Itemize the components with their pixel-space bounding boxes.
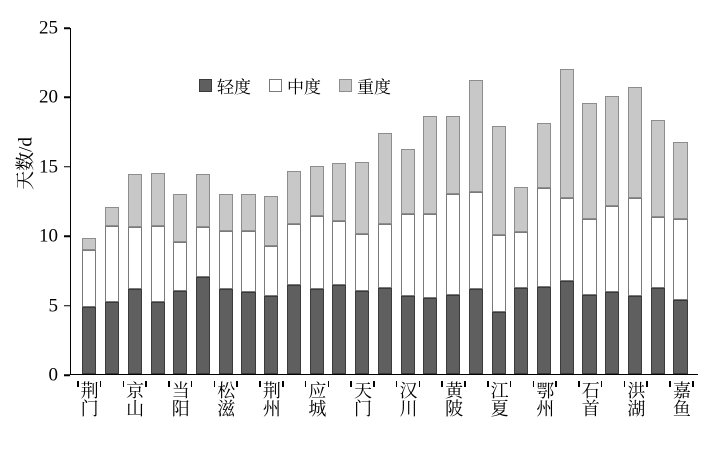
stacked-bar: [560, 69, 574, 374]
plot-area: [70, 28, 698, 375]
bar-segment-heavy: [332, 163, 346, 221]
x-axis-label: 荆门: [78, 381, 99, 417]
bar-segment-mid: [469, 192, 483, 289]
y-axis-ticks: [0, 17, 70, 386]
stacked-bar: [173, 194, 187, 374]
legend: [199, 73, 391, 98]
bar-segment-light: [446, 295, 460, 374]
bar-segment-light: [287, 285, 301, 374]
bar-segment-heavy: [582, 103, 596, 218]
x-axis-label: 黄陂: [443, 381, 464, 417]
x-tick-mark: [555, 381, 557, 387]
bar-segment-light: [264, 296, 278, 374]
stacked-bar: [446, 116, 460, 374]
x-tick-mark: [282, 381, 284, 387]
bar-group: [624, 28, 647, 374]
bar-segment-mid: [332, 221, 346, 285]
x-tick-mark: [487, 381, 489, 387]
bar-segment-mid: [310, 216, 324, 290]
stacked-bar: [401, 149, 415, 374]
x-label-cell: [533, 381, 556, 451]
legend-swatch-mid-icon: [269, 79, 282, 92]
stacked-bar: [378, 133, 392, 374]
stacked-bar: [423, 116, 437, 374]
stacked-bar: [219, 194, 233, 374]
stacked-bar: [537, 123, 551, 374]
x-label-cell: [396, 381, 419, 451]
bar-segment-light: [514, 288, 528, 374]
x-tick-mark: [168, 381, 170, 387]
bar-segment-mid: [560, 198, 574, 281]
x-axis-label: 江夏: [488, 381, 509, 417]
x-label-cell: [601, 381, 624, 451]
bar-group: [533, 28, 556, 374]
x-label-cell: [464, 381, 487, 451]
bar-segment-mid: [355, 234, 369, 291]
legend-item-heavy: [339, 73, 391, 98]
bar-segment-mid: [264, 246, 278, 296]
bar-segment-light: [537, 287, 551, 374]
legend-item-mid: [269, 73, 321, 98]
bar-segment-light: [355, 291, 369, 374]
stacked-bar: [582, 103, 596, 374]
x-tick-mark: [601, 381, 603, 387]
x-tick-mark: [305, 381, 307, 387]
stacked-bar: [128, 174, 142, 374]
y-tick-label: 20: [39, 86, 58, 108]
x-tick-mark: [328, 381, 330, 387]
x-label-cell: [305, 381, 328, 451]
x-tick-mark: [669, 381, 671, 387]
bar-segment-light: [151, 302, 165, 374]
bar-segment-light: [378, 288, 392, 374]
stacked-bar: [628, 87, 642, 374]
y-tick-label: 0: [48, 364, 58, 386]
bar-group: [510, 28, 533, 374]
bar-segment-heavy: [423, 116, 437, 215]
bar-group: [123, 28, 146, 374]
x-tick-mark: [578, 381, 580, 387]
bar-group: [601, 28, 624, 374]
x-label-cell: [647, 381, 670, 451]
x-label-cell: [578, 381, 601, 451]
bar-group: [169, 28, 192, 374]
x-label-cell: [555, 381, 578, 451]
y-tick-label: 10: [39, 225, 58, 247]
bar-segment-heavy: [651, 120, 665, 217]
x-label-cell: [77, 381, 100, 451]
bar-group: [78, 28, 101, 374]
x-tick-mark: [510, 381, 512, 387]
bar-segment-light: [401, 296, 415, 374]
bar-segment-mid: [128, 227, 142, 289]
bar-segment-light: [332, 285, 346, 374]
bar-segment-light: [196, 277, 210, 374]
bar-segment-light: [560, 281, 574, 374]
x-tick-mark: [191, 381, 193, 387]
legend-swatch-light-icon: [199, 79, 212, 92]
bar-segment-light: [241, 292, 255, 374]
bar-segment-mid: [151, 226, 165, 302]
x-label-cell: [442, 381, 465, 451]
bar-segment-light: [628, 296, 642, 374]
x-label-cell: [669, 381, 692, 451]
x-tick-mark: [236, 381, 238, 387]
stacked-bar: [264, 196, 278, 374]
stacked-bar: [196, 174, 210, 374]
x-label-cell: [191, 381, 214, 451]
bar-segment-mid: [401, 214, 415, 296]
bar-segment-mid: [651, 217, 665, 288]
stacked-bar: [151, 173, 165, 374]
x-label-cell: [236, 381, 259, 451]
bar-segment-heavy: [196, 174, 210, 227]
x-axis-label: 洪湖: [625, 381, 646, 417]
x-label-cell: [624, 381, 647, 451]
bar-segment-light: [582, 295, 596, 374]
x-tick-mark: [123, 381, 125, 387]
bar-segment-heavy: [401, 149, 415, 214]
x-label-cell: [123, 381, 146, 451]
y-tick-label: 5: [48, 295, 58, 317]
bar-segment-heavy: [514, 187, 528, 233]
x-label-cell: [328, 381, 351, 451]
legend-swatch-heavy-icon: [339, 79, 352, 92]
x-tick-mark: [214, 381, 216, 387]
x-label-cell: [373, 381, 396, 451]
bar-segment-light: [219, 289, 233, 374]
y-tick-label: 25: [39, 17, 58, 39]
x-axis-label: 鄂州: [534, 381, 555, 417]
bar-segment-heavy: [128, 174, 142, 227]
x-tick-mark: [441, 381, 443, 387]
stacked-bar: [355, 162, 369, 374]
x-label-cell: [510, 381, 533, 451]
x-tick-mark: [419, 381, 421, 387]
bar-segment-mid: [673, 219, 687, 301]
x-label-cell: [259, 381, 282, 451]
x-tick-mark: [464, 381, 466, 387]
x-tick-mark: [259, 381, 261, 387]
x-label-cell: [487, 381, 510, 451]
bar-segment-light: [310, 289, 324, 374]
bar-segment-mid: [173, 242, 187, 291]
bar-segment-heavy: [105, 207, 119, 225]
bar-group: [146, 28, 169, 374]
bar-segment-light: [651, 288, 665, 374]
bar-segment-heavy: [469, 80, 483, 192]
bar-segment-light: [173, 291, 187, 374]
bar-segment-heavy: [82, 238, 96, 250]
x-tick-mark: [396, 381, 398, 387]
x-axis-label: 石首: [579, 381, 600, 417]
bar-segment-mid: [514, 232, 528, 288]
stacked-bar: [287, 171, 301, 374]
x-axis-labels: [70, 381, 698, 451]
stacked-bar: [332, 163, 346, 374]
bar-segment-heavy: [151, 173, 165, 226]
bar-segment-mid: [582, 219, 596, 295]
bar-segment-mid: [423, 214, 437, 297]
x-axis-label: 松滋: [215, 381, 236, 417]
stacked-bar: [492, 126, 506, 374]
bar-segment-heavy: [219, 194, 233, 231]
bar-segment-light: [82, 307, 96, 374]
bar-segment-heavy: [355, 162, 369, 234]
stacked-bar: [469, 80, 483, 374]
bar-segment-mid: [378, 224, 392, 288]
x-label-cell: [350, 381, 373, 451]
bar-group: [419, 28, 442, 374]
x-tick-mark: [533, 381, 535, 387]
x-label-cell: [100, 381, 123, 451]
legend-label-heavy: 重度: [357, 78, 391, 97]
bar-segment-heavy: [173, 194, 187, 243]
bar-segment-heavy: [492, 126, 506, 236]
x-tick-mark: [77, 381, 79, 387]
y-tick-label: 15: [39, 156, 58, 178]
x-axis-label: 当阳: [169, 381, 190, 417]
bar-segment-light: [469, 289, 483, 374]
bar-segment-light: [673, 300, 687, 374]
bar-segment-heavy: [241, 194, 255, 231]
x-label-cell: [282, 381, 305, 451]
x-tick-mark: [692, 381, 694, 387]
x-label-cell: [168, 381, 191, 451]
bar-segment-light: [492, 312, 506, 374]
bar-segment-mid: [605, 206, 619, 292]
x-label-cell: [419, 381, 442, 451]
bar-segment-light: [423, 298, 437, 374]
bar-segment-mid: [446, 194, 460, 295]
bar-group: [578, 28, 601, 374]
stacked-bar: [105, 207, 119, 374]
bar-group: [555, 28, 578, 374]
bar-segment-heavy: [287, 171, 301, 224]
legend-item-light: [199, 73, 251, 98]
bar-group: [396, 28, 419, 374]
bar-segment-mid: [287, 224, 301, 285]
legend-label-mid: 中度: [287, 78, 321, 97]
bar-group: [646, 28, 669, 374]
bar-segment-heavy: [673, 142, 687, 218]
stacked-bar: [82, 238, 96, 374]
x-tick-mark: [646, 381, 648, 387]
bar-group: [669, 28, 692, 374]
stacked-bar: [310, 166, 324, 374]
bar-segment-mid: [241, 231, 255, 292]
bar-segment-mid: [537, 188, 551, 287]
x-label-cell: [145, 381, 168, 451]
bar-group: [442, 28, 465, 374]
x-axis-label: 嘉鱼: [670, 381, 691, 417]
bar-segment-heavy: [264, 196, 278, 246]
bar-group: [487, 28, 510, 374]
bar-segment-light: [105, 302, 119, 374]
x-tick-mark: [100, 381, 102, 387]
bar-segment-heavy: [628, 87, 642, 198]
bar-group: [101, 28, 124, 374]
y-axis-title: 天数/d: [15, 137, 37, 190]
bar-segment-heavy: [446, 116, 460, 194]
stacked-bar: [605, 96, 619, 374]
x-axis-label: 荆州: [260, 381, 281, 417]
bar-segment-mid: [219, 231, 233, 289]
bar-segment-heavy: [310, 166, 324, 216]
bar-group: [464, 28, 487, 374]
x-tick-mark: [373, 381, 375, 387]
x-tick-mark: [350, 381, 352, 387]
bar-segment-mid: [105, 226, 119, 302]
bar-segment-mid: [492, 235, 506, 311]
bar-segment-mid: [196, 227, 210, 277]
bar-segment-heavy: [560, 69, 574, 198]
bar-segment-heavy: [605, 96, 619, 206]
bar-segment-light: [128, 289, 142, 374]
x-label-cell: [214, 381, 237, 451]
bar-segment-heavy: [537, 123, 551, 188]
bar-segment-heavy: [378, 133, 392, 225]
bar-segment-mid: [628, 198, 642, 297]
x-axis-label: 天门: [351, 381, 372, 417]
x-axis-label: 应城: [306, 381, 327, 417]
x-axis-label: 京山: [124, 381, 145, 417]
stacked-bar: [241, 194, 255, 374]
x-tick-mark: [624, 381, 626, 387]
stacked-bar: [514, 187, 528, 374]
x-tick-mark: [145, 381, 147, 387]
x-axis-label: 汉川: [397, 381, 418, 417]
stacked-bar: [673, 142, 687, 374]
stacked-bar: [651, 120, 665, 374]
bar-segment-light: [605, 292, 619, 374]
legend-label-light: 轻度: [217, 78, 251, 97]
bar-segment-mid: [82, 250, 96, 307]
